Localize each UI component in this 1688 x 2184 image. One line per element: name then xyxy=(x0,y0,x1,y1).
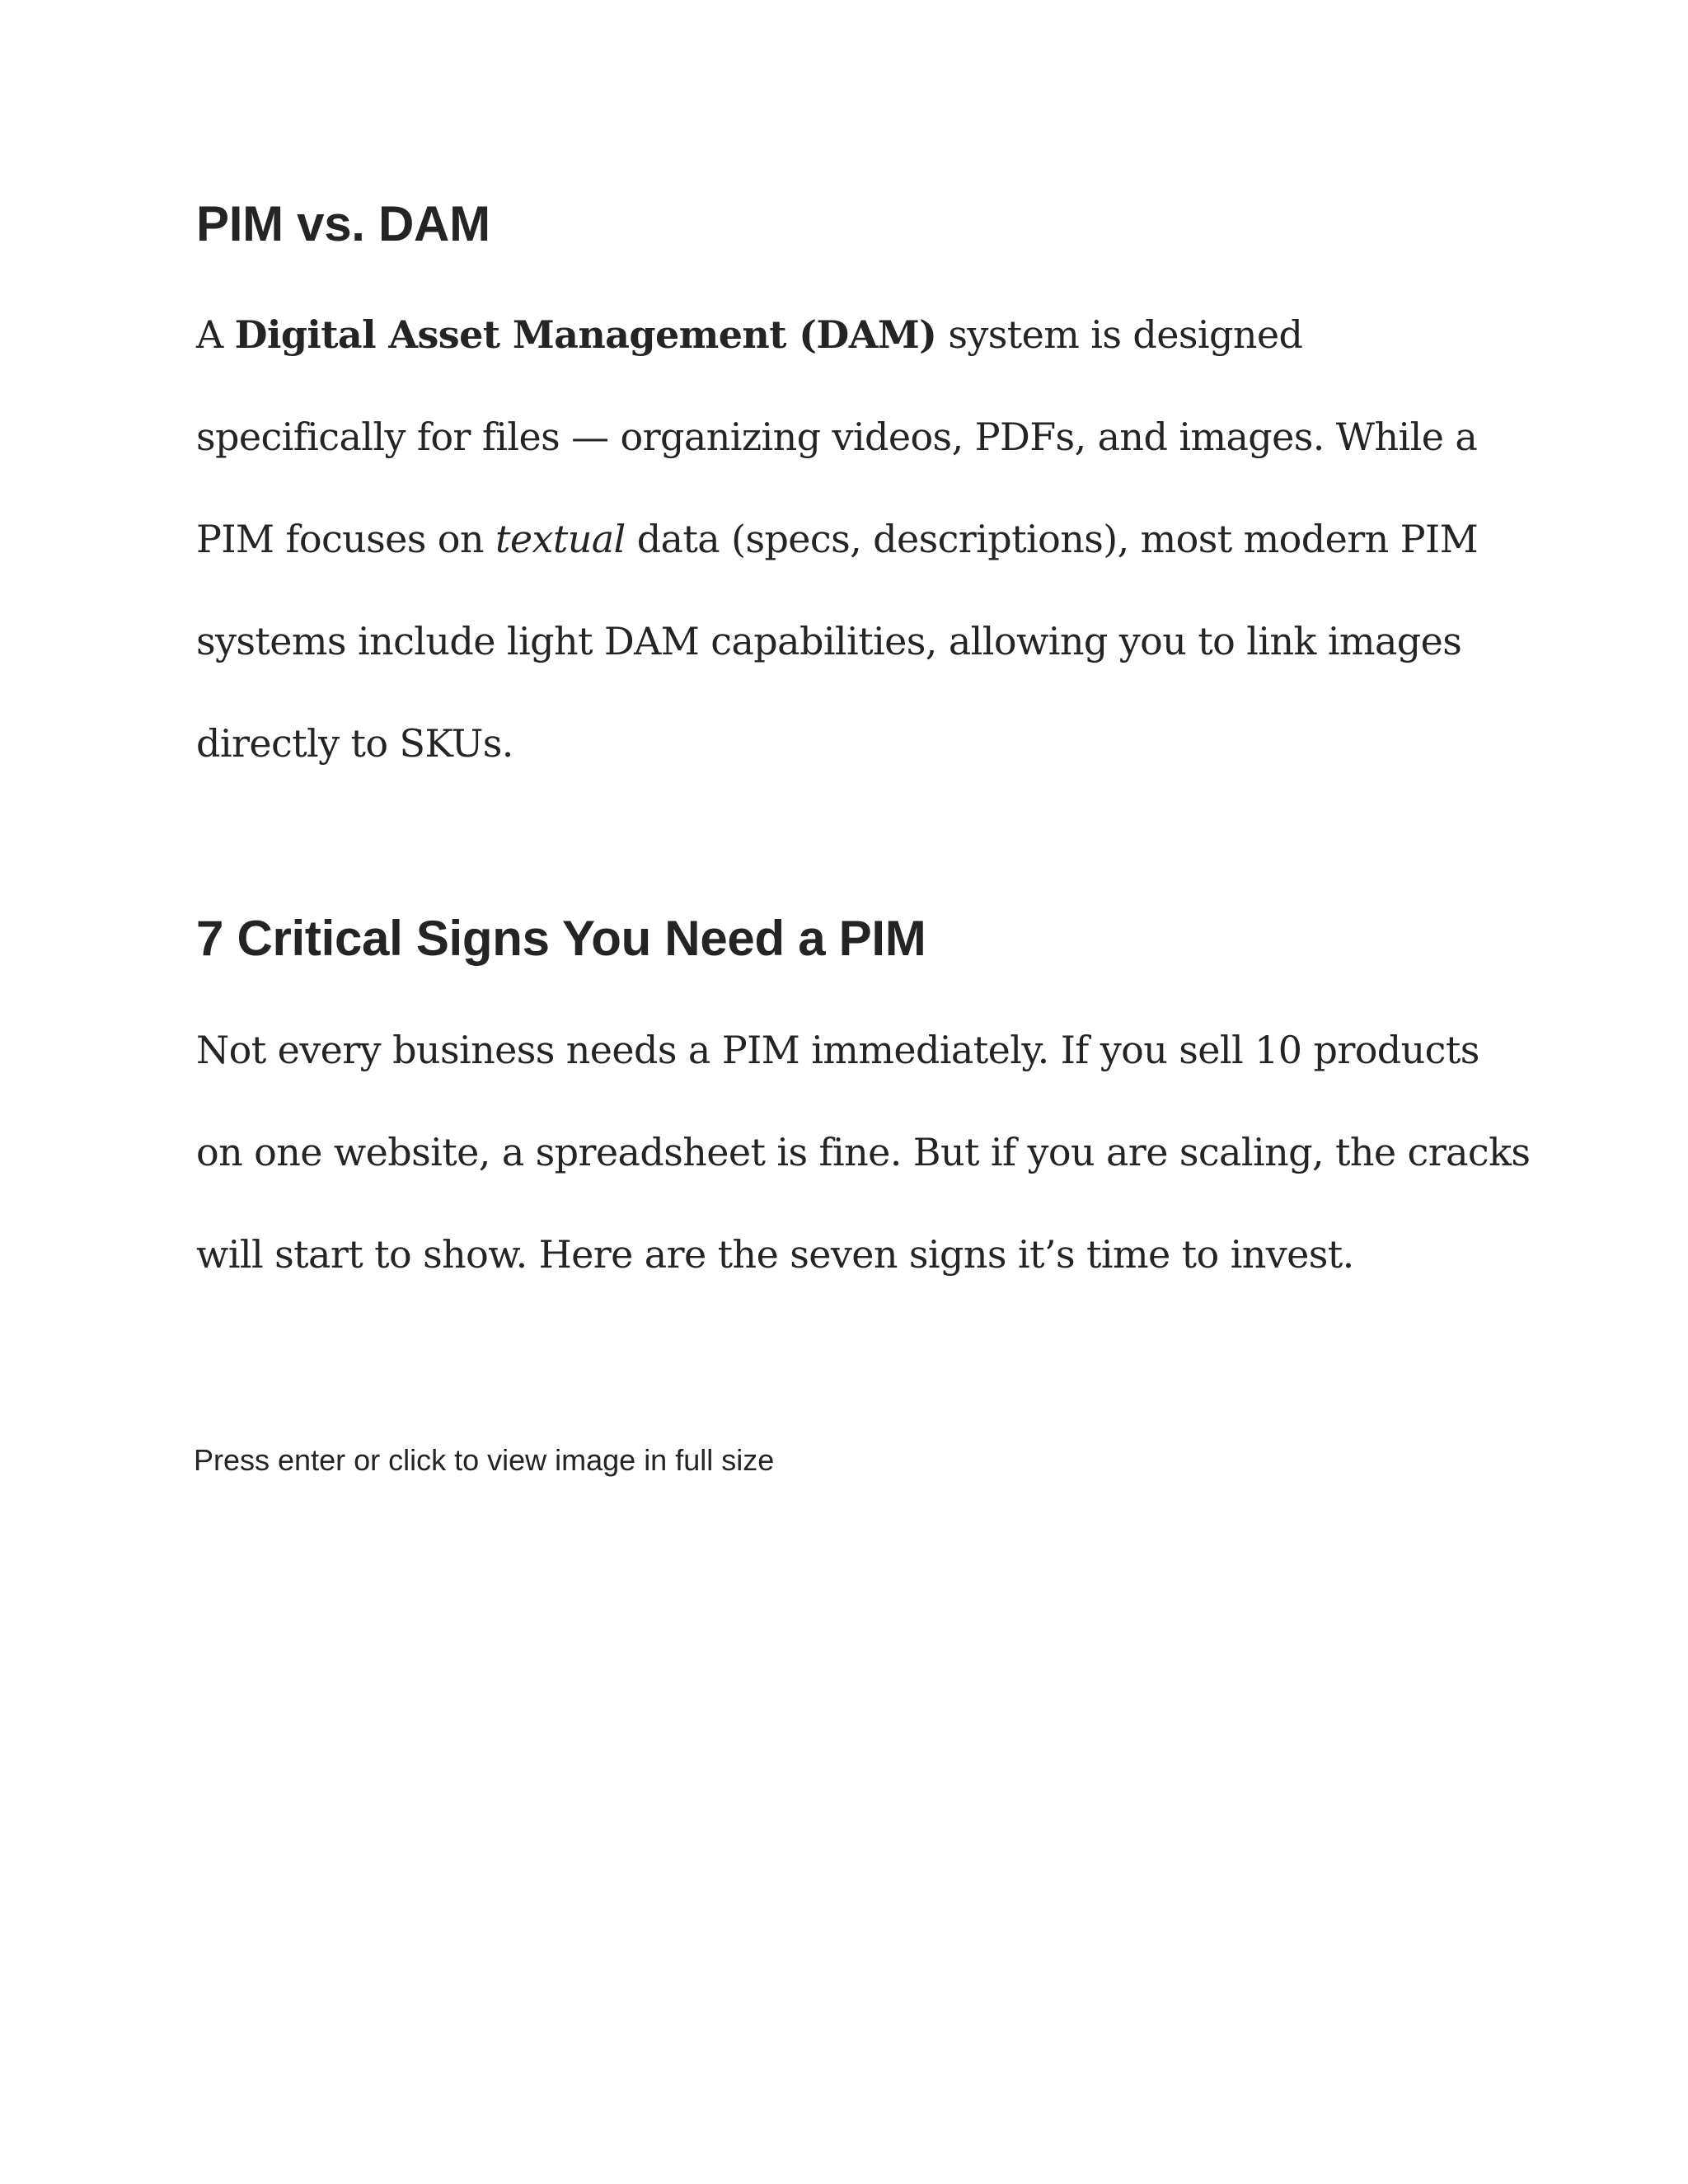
paragraph-line xyxy=(196,488,1523,590)
paragraph-line: will start to show. Here are the seven signs it’s time to invest. xyxy=(196,1232,1354,1277)
section-heading-pim-vs-dam: PIM vs. DAM xyxy=(196,196,490,251)
text-run: A xyxy=(196,312,235,357)
text-run: system is designed xyxy=(936,312,1303,357)
section-paragraph-signs xyxy=(196,999,1531,1305)
paragraph-line: specifically for files — organizing videos, PDFs, and images. While a xyxy=(196,415,1478,459)
article-image-placeholder[interactable] xyxy=(196,1500,1523,2077)
paragraph-line: directly to SKUs. xyxy=(196,721,513,766)
italic-term-textual: textual xyxy=(495,517,626,561)
text-run: PIM focuses on xyxy=(196,517,495,561)
paragraph-line xyxy=(196,284,1523,386)
text-run: data (specs, descriptions), most modern PIM xyxy=(625,517,1479,561)
paragraph-line: on one website, a spreadsheet is fine. But if you are scaling, the cracks xyxy=(196,1130,1531,1174)
paragraph-line: systems include light DAM capabilities, allowing you to link images xyxy=(196,619,1462,663)
section-paragraph-dam xyxy=(196,284,1523,794)
paragraph-line: Not every business needs a PIM immediately. If you sell 10 products xyxy=(196,1028,1479,1072)
bold-term-dam: Digital Asset Management (DAM) xyxy=(234,312,937,357)
section-heading-critical-signs: 7 Critical Signs You Need a PIM xyxy=(196,911,926,966)
view-full-size-image-link[interactable]: Press enter or click to view image in full size xyxy=(194,1443,775,1477)
